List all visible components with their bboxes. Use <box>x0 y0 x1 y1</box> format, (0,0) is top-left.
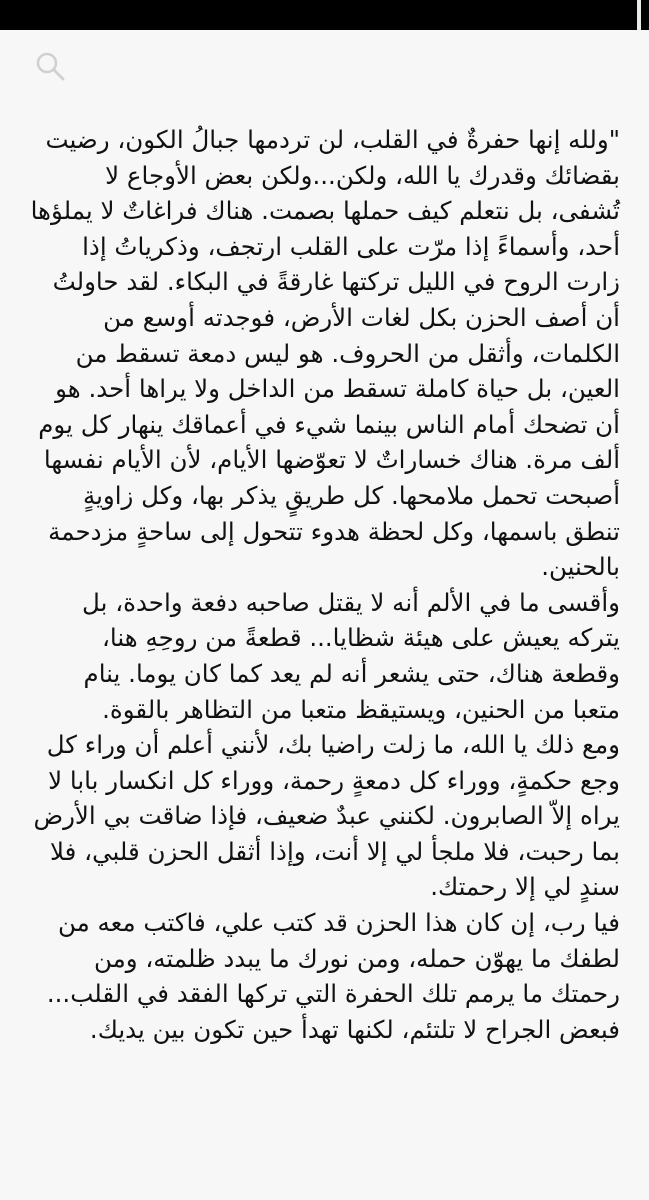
search-icon-glyph <box>34 50 66 82</box>
paragraph-4: فيا رب، إن كان هذا الحزن قد كتب علي، فاكتب معه من لطفك ما يهوّن حمله، ومن نورك ما يبدد ظلمته، ومن رحمتك ما يرمم تلك الحفرة التي تركها الفقد في القلب... <box>46 908 620 1009</box>
search-icon[interactable] <box>34 50 66 82</box>
top-bar-edge <box>637 0 641 30</box>
top-bar <box>0 0 649 30</box>
paragraph-1: "ولله إنها حفرةٌ في القلب، لن تردمها جبالُ الكون، رضيت بقضائك وقدرك يا الله، ولكن...ولكن بعض الأوجاع لا تُشفى، بل نتعلم كيف حملها بصمت. هناك فراغاتٌ لا يملؤها أحد، وأسماءً إذا مرّت على القلب ارتجف، وذكرياتُ إذا زارت الروح في الليل تركتها غارقةً في البكاء. لقد حاولتُ أن أصف الحزن بكل لغات الأرض، فوجدته أوسع من الكلمات، وأثقل من الحروف. هو ليس دمعة تسقط من العين، بل حياة كاملة تسقط من الداخل ولا يراها أحد. هو أن تضحك أمام الناس بينما شيء في أعماقك ينهار كل يوم ألف مرة. هناك خساراتٌ لا تعوّضها الأيام، لأن الأيام نفسها أصبحت تحمل ملامحها. كل طريقٍ يذكر بها، وكل زاويةٍ تنطق باسمها، وكل لحظة هدوء تتحول إلى ساحةٍ مزدحمة بالحنين. <box>30 125 620 582</box>
paragraph-5: فبعض الجراح لا تلتئم، لكنها تهدأ حين تكون بين يديك. <box>89 1014 620 1044</box>
document-text <box>30 122 620 1132</box>
paragraph-3: ومع ذلك يا الله، ما زلت راضيا بك، لأنني أعلم أن وراء كل وجع حكمةٍ، ووراء كل دمعةٍ رحمة، ووراء كل انكسار بابا لا يراه إلاّ الصابرون. لكنني عبدٌ ضعيف، فإذا ضاقت بي الأرض بما رحبت، فلا ملجأ لي إلا أنت، وإذا أثقل الحزن قلبي، فلا سندٍ لي إلا رحمتك. <box>33 730 620 902</box>
paragraph-2: وأقسى ما في الألم أنه لا يقتل صاحبه دفعة واحدة، بل يتركه يعيش على هيئة شظايا... قطعةً من روحِهِ هنا، وقطعة هناك، حتى يشعر أنه لم يعد كما كان يوما. ينام متعبا من الحنين، ويستيقظ متعبا من التظاهر بالقوة. <box>82 587 620 724</box>
